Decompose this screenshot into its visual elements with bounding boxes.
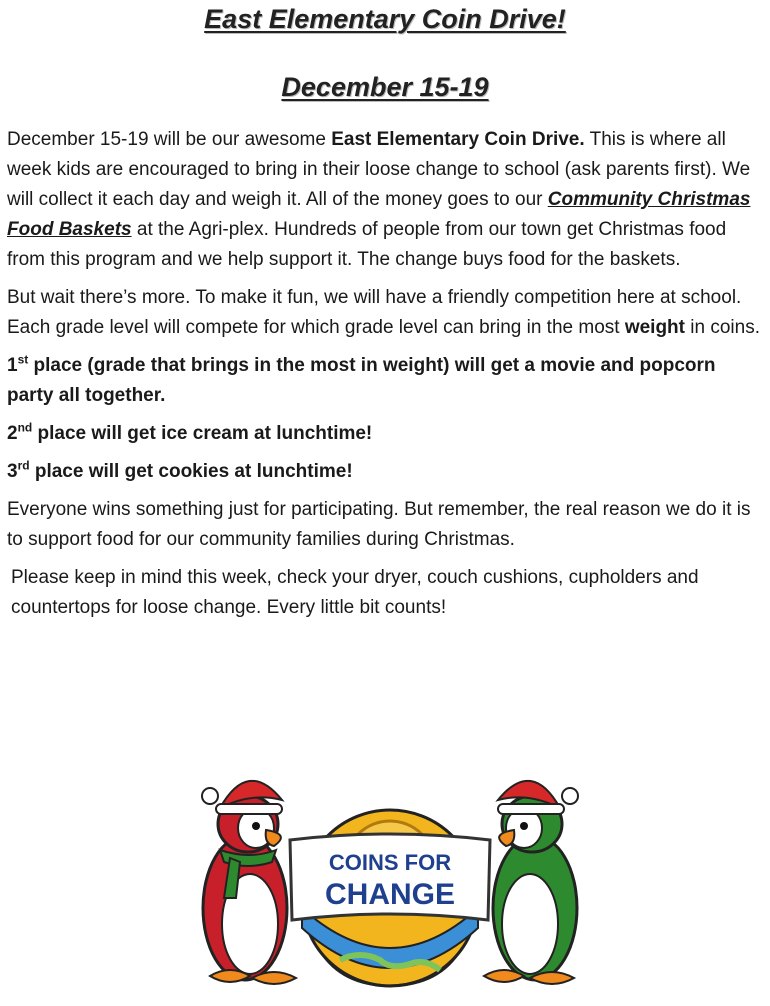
competition-text: But wait there’s more. To make it fun, we will have a friendly competition here at school. Each grade level will compete for which grade level can bring in the most: [7, 287, 742, 338]
prize-text: place will get cookies at lunchtime!: [29, 461, 353, 482]
intro-text: This is where all week kids are encouraged to bring in their loose change to school (ask parents first). We will collect it each day and weigh it. All of the money goes to our: [7, 129, 751, 210]
prize-third: [7, 457, 765, 487]
prize-rank: 1: [7, 355, 18, 376]
intro-text-2: at the Agri-plex. Hundreds of people from our town get Christmas food from this program and we help support it. The change buys food for the baskets.: [7, 219, 727, 270]
prize-rank-suffix: st: [17, 352, 29, 367]
green-penguin-icon: [484, 781, 578, 984]
prize-text: place will get ice cream at lunchtime!: [32, 423, 373, 444]
event-dates: December 15-19: [281, 72, 489, 102]
food-baskets-program: Community Christmas Food Baskets: [7, 189, 751, 240]
competition-text-2: in coins.: [685, 317, 760, 338]
reminder-paragraph: Please keep in mind this week, check your dryer, couch cushions, cupholders and countertops for loose change. Every little bit counts!: [11, 567, 699, 618]
coins-for-change-banner: [290, 834, 490, 920]
prize-rank-suffix: rd: [17, 458, 30, 473]
prize-rank: 3: [7, 461, 18, 482]
flyer-body: [7, 125, 765, 631]
red-penguin-icon: [202, 781, 296, 984]
weight-emphasis: weight: [624, 317, 685, 338]
banner-line-1: COINS FOR: [328, 850, 452, 875]
prize-first: [7, 351, 765, 411]
intro-paragraph: [7, 125, 765, 275]
competition-paragraph: [7, 283, 765, 343]
page-title: East Elementary Coin Drive!: [204, 4, 566, 34]
prize-rank-suffix: nd: [17, 420, 33, 435]
prize-rank: 2: [7, 423, 18, 444]
coins-for-change-illustration: [190, 748, 590, 1000]
everyone-wins-paragraph: Everyone wins something just for participating. But remember, the real reason we do it is to support food for our community families during Christmas.: [7, 499, 751, 550]
prize-second: [7, 419, 765, 449]
intro-lead: December 15-19 will be our awesome: [7, 129, 332, 150]
drive-name: East Elementary Coin Drive.: [331, 129, 585, 150]
prize-text: place (grade that brings in the most in weight) will get a movie and popcorn party all together.: [7, 355, 716, 406]
banner-line-2: CHANGE: [324, 878, 456, 911]
